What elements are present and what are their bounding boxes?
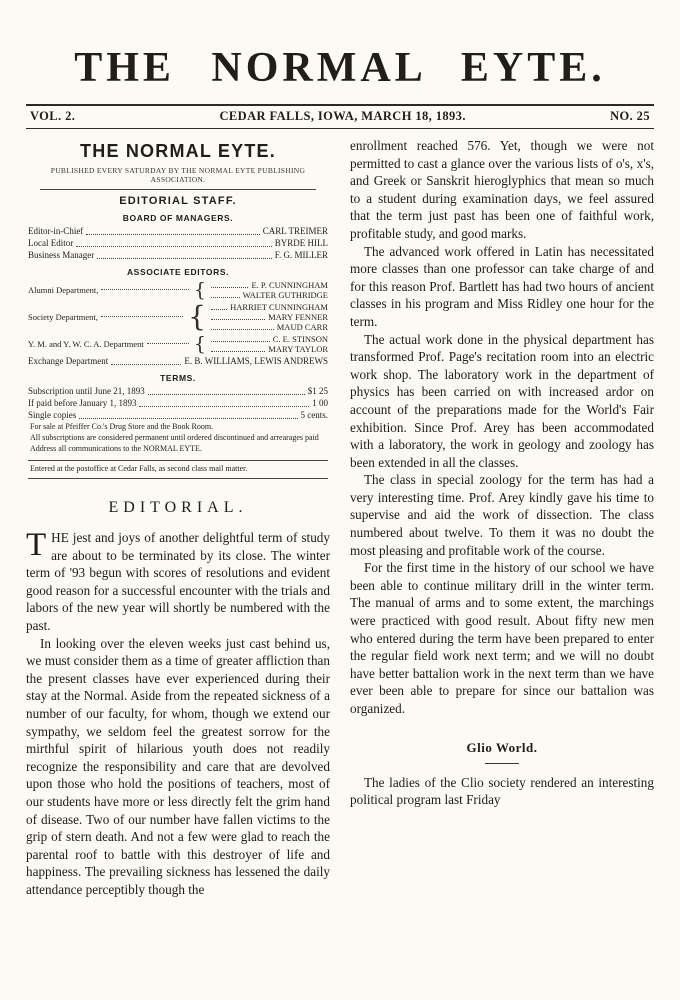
dotted-leader: [211, 319, 265, 320]
dotted-leader: [211, 341, 270, 342]
glio-paragraph: The ladies of the Clio society rendered an interesting political program last Friday: [350, 774, 654, 808]
terms-note: Address all communications to the NORMAL EYTE.: [30, 444, 202, 453]
associate-name: MARY FENNER: [268, 312, 328, 322]
masthead-title: THE NORMAL EYTE.: [74, 45, 606, 91]
associate-dept: Exchange Department: [28, 356, 109, 366]
associate-name-row: [208, 312, 328, 322]
associate-name: WALTER GUTHRIDGE: [242, 290, 328, 300]
dotted-leader: [101, 316, 183, 317]
board-role: Editor-in-Chief: [28, 226, 84, 236]
board-row: [28, 226, 328, 237]
terms-label: Single copies: [28, 410, 77, 420]
associate-name: C. E. STINSON: [272, 334, 328, 344]
associate-name: E. B. WILLIAMS, LEWIS ANDREWS: [184, 356, 328, 366]
editorial-lead-text: HE jest and joys of another delightful term of study are about to be terminated by its close. The winter term of '93 begun with scores of resolutions and evident good reason for a successful encounter with the trials and labors of the new year will shortly be numbered with the past.: [26, 530, 330, 633]
terms-value: $1 25: [307, 386, 328, 396]
editorial-staff-heading: EDITORIAL STAFF.: [119, 195, 237, 207]
terms-label: Subscription until June 21, 1893: [28, 386, 145, 396]
associate-name: E. P. CUNNINGHAM: [251, 280, 328, 290]
board-row: [28, 250, 328, 261]
board-role: Local Editor: [28, 238, 74, 248]
associate-row: [28, 334, 328, 354]
associate-name-row: [208, 290, 328, 300]
article-paragraph: The advanced work offered in Latin has necessitated more classes than one professor can take charge of and for this reason Prof. Bartlett has had two hours of ancient classes in his program and Miss Ridley one hour for the term.: [350, 243, 654, 329]
brace-glyph: {: [193, 332, 206, 355]
dotted-leader: [97, 258, 271, 259]
article-paragraph: enrollment reached 576. Yet, though we were not permitted to cast a glance over the various lists of o's, x's, and Greek or Sanskrit hieroglyphics that mean so much to a student during examination days, we feel assured that the term just past has been one of faithful work, profitable study, and good marks.: [350, 138, 654, 241]
dotted-leader: [147, 343, 189, 344]
associate-name-row: [208, 302, 328, 312]
terms-row: [28, 386, 328, 397]
terms-note: For sale at Pfeiffer Co.'s Drug Store and the Book Room.: [30, 422, 214, 431]
dotted-leader: [111, 364, 181, 365]
associate-names: [208, 280, 328, 300]
associate-dept: Alumni Department,: [28, 285, 99, 295]
terms-value: 1 00: [312, 398, 328, 408]
associate-dept: Society Department,: [28, 312, 98, 322]
terms-heading: TERMS.: [160, 373, 196, 383]
terms-row: [28, 398, 328, 409]
associate-name: MAUD CARR: [276, 322, 328, 332]
brace-glyph: {: [193, 278, 206, 301]
associate-name: HARRIET CUNNINGHAM: [230, 302, 328, 312]
dotted-leader: [211, 287, 248, 288]
right-column: [350, 137, 654, 898]
dotted-leader: [76, 246, 272, 247]
terms-value: 5 cents.: [300, 410, 328, 420]
left-column: [26, 137, 330, 898]
dotted-leader: [79, 418, 297, 419]
published-line: PUBLISHED EVERY SATURDAY BY THE NORMAL EYTE PUBLISHING ASSOCIATION.: [50, 166, 306, 184]
article-paragraph: The actual work done in the physical department has transformed Prof. Page's recitation room into an electric work shop. The laboratory work in the department of physics has been carried on with increased ardor on account of the preparations made for the World's Fair exhibition. Since Prof. Arey has been accommodated with a laboratory, the work in geology and zoology has been extended in all the classes.: [350, 331, 654, 470]
associate-name-row: [208, 322, 328, 332]
section-divider: [485, 763, 519, 764]
board-name: CARL TREIMER: [262, 226, 328, 236]
dotted-leader: [211, 351, 265, 352]
dateline-bar: [26, 104, 654, 129]
terms-label: If paid before January 1, 1893: [28, 398, 137, 408]
horizontal-rule: [40, 189, 316, 190]
associate-dept: Y. M. and Y. W. C. A. Department: [28, 339, 144, 349]
associate-name-row: [208, 334, 328, 344]
editorial-paragraph: In looking over the eleven weeks just cast behind us, we must consider them as a time of greater affliction than the present classes have ever experienced during their stay at the Normal. Aside from the repeated sickness of a number of our faculty, for whom, though we extend our sympathy, we seldom feel the greatest sorrow for the mirthful spirit of hilarious youth does not readily recognize the responsibility and care that are devolved upon those who hold the positions of teachers, most of our students have more or less directly felt the grim hand of disease. Two of our number have fallen victims to the grip of stern death. And not a few were glad to reach the parental roof to battle with this destroyer of life and happiness. The prevailing sickness has lessened the daily attendance perceptibly though the: [26, 635, 330, 897]
board-name: F. G. MILLER: [274, 250, 328, 260]
associate-names: [208, 334, 328, 354]
dateline-text: CEDAR FALLS, IOWA, MARCH 18, 1893.: [219, 109, 466, 123]
paper-title: THE NORMAL EYTE.: [80, 141, 276, 161]
dotted-leader: [211, 329, 274, 330]
associate-name: MARY TAYLOR: [268, 344, 328, 354]
associate-name-row: [208, 344, 328, 354]
dotted-leader: [148, 394, 305, 395]
glio-world-heading: Glio World.: [466, 739, 538, 755]
associate-row: [28, 280, 328, 300]
board-role: Business Manager: [28, 250, 95, 260]
board-of-managers-heading: BOARD OF MANAGERS.: [122, 213, 234, 223]
dotted-leader: [86, 234, 259, 235]
editorial-lead-paragraph: [26, 529, 330, 635]
board-name: BYRDE HILL: [274, 238, 328, 248]
associate-names: [208, 302, 328, 332]
editorial-dropcap: T: [26, 527, 47, 563]
columns: [0, 129, 680, 898]
editorial-heading: EDITORIAL.: [108, 499, 248, 516]
dotted-leader: [211, 309, 227, 310]
volume-label: VOL. 2.: [30, 109, 76, 123]
terms-note: All subscriptions are considered permanent until ordered discontinued and arrearages paid: [30, 433, 319, 442]
dotted-leader: [139, 406, 309, 407]
issue-number-label: NO. 25: [610, 109, 650, 123]
brace-glyph: {: [188, 300, 206, 333]
associate-row: [28, 356, 328, 367]
article-paragraph: The class in special zoology for the term has had a very interesting time. Prof. Arey kindly gave his time to supervise and aid the work of dissection. The class numbered about twelve. To them it was no doubt the most pleasing and profitable work of the course.: [350, 472, 654, 558]
masthead: [0, 0, 680, 129]
dotted-leader: [101, 289, 189, 290]
associate-name-row: [208, 280, 328, 290]
associate-row: [28, 302, 328, 332]
article-paragraph: For the first time in the history of our school we have been able to continue military drill in the winter term. The manual of arms and to some extent, the marchings were practiced with good result. About fifty new men who entered during the term have been prepared to enter the regular field work next term; and we will no doubt have better battalion work in the next term than we have ever been able to prepare for since our battalion was organized.: [350, 560, 654, 716]
dotted-leader: [211, 297, 240, 298]
entered-note: Entered at the postoffice at Cedar Falls, as second class mail matter.: [28, 460, 328, 479]
terms-row: [28, 410, 328, 421]
board-row: [28, 238, 328, 249]
associate-editors-heading: ASSOCIATE EDITORS.: [126, 267, 230, 277]
